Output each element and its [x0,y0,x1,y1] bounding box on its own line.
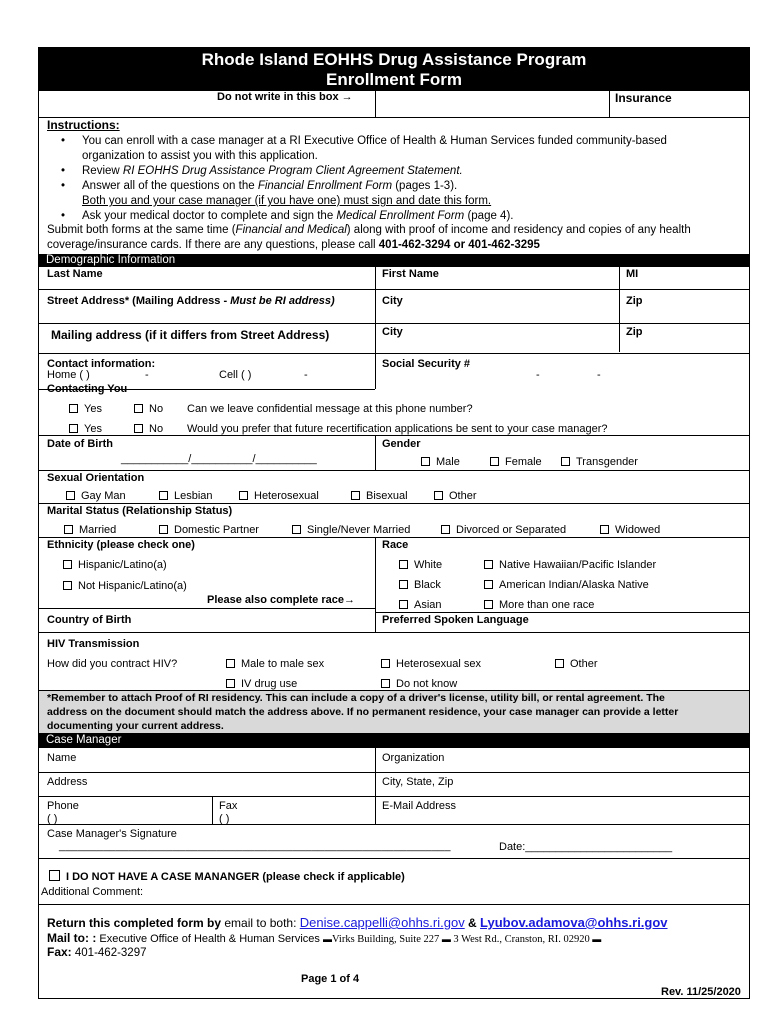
home-phone-dash: - [145,369,149,381]
checkbox-icon [69,404,78,413]
ssn-dash-1: - [536,369,540,381]
instruction-item: • Review RI EOHHS Drug Assistance Program Client Agreement Statement. [61,165,463,177]
checkbox-icon [434,491,443,500]
instruction-item: • You can enroll with a case manager at a RI Executive Office of Health & Human Services funded community-based organization to assist you with this application. [61,135,667,162]
zip-label[interactable]: Zip [626,295,643,307]
race-hawaiian-checkbox[interactable]: Native Hawaiian/Pacific Islander [484,559,656,571]
coverage-text: coverage/insurance cards. If there are any questions, please call 401-462-3294 or 401-462-3295 [47,239,540,251]
ethnicity-not-hispanic-checkbox[interactable]: Not Hispanic/Latino(a) [63,580,187,592]
hiv-do-not-know-checkbox[interactable]: Do not know [381,678,457,690]
hiv-other-checkbox[interactable]: Other [555,658,598,670]
cm-phone-label: Phone [47,800,79,812]
q1-no-checkbox[interactable]: No [134,403,163,415]
checkbox-icon [399,600,408,609]
orientation-lesbian-checkbox[interactable]: Lesbian [159,490,213,502]
q1-text: Can we leave confidential message at this phone number? [187,403,473,415]
checkbox-icon [159,525,168,534]
hiv-male-male-checkbox[interactable]: Male to male sex [226,658,324,670]
checkbox-icon [561,457,570,466]
submit-text: Submit both forms at the same time (Financial and Medical) along with proof of income and residency and copies of any health [47,224,691,236]
fax-number: Fax: 401-462-3297 [47,945,147,959]
orientation-gay-checkbox[interactable]: Gay Man [66,490,126,502]
race-american-indian-checkbox[interactable]: American Indian/Alaska Native [484,579,649,591]
first-name-label[interactable]: First Name [382,268,439,280]
home-phone-field[interactable]: Home ( ) [47,369,90,381]
hiv-transmission-label: HIV Transmission [47,638,140,650]
form-title [39,48,749,90]
street-address-label[interactable]: Street Address* (Mailing Address - Must be RI address) [47,295,335,307]
cm-address-label[interactable]: Address [47,776,88,788]
instruction-item: • Answer all of the questions on the Financial Enrollment Form (pages 1-3). Both you and your case manager (if you have one) must sign and date this form. [61,180,492,207]
gender-transgender-checkbox[interactable]: Transgender [561,456,638,468]
cell-phone-dash: - [304,369,308,381]
title-line-2: Enrollment Form [325,70,462,89]
marital-married-checkbox[interactable]: Married [64,524,116,536]
mailing-address-label[interactable]: Mailing address (if it differs from Street Address) [51,328,330,342]
checkbox-icon [555,659,564,668]
ssn-dash-2: - [597,369,601,381]
page-number: Page 1 of 4 [301,973,360,985]
hiv-heterosexual-checkbox[interactable]: Heterosexual sex [381,658,481,670]
checkbox-icon [226,659,235,668]
checkbox-icon [66,491,75,500]
cm-name-label[interactable]: Name [47,752,77,764]
email-link-denise[interactable]: Denise.cappelli@ohhs.ri.gov [299,915,465,930]
dob-label: Date of Birth [47,438,113,450]
gender-female-checkbox[interactable]: Female [490,456,542,468]
checkbox-icon [49,870,60,881]
bullet-icon: ▬ [322,934,332,944]
title-line-1: Rhode Island EOHHS Drug Assistance Program [201,50,587,69]
marital-domestic-checkbox[interactable]: Domestic Partner [159,524,259,536]
do-not-write-label: Do not write in this box → [217,91,353,103]
cm-organization-label[interactable]: Organization [382,752,445,764]
cm-city-state-zip-label[interactable]: City, State, Zip [382,776,454,788]
city-label[interactable]: City [382,295,403,307]
how-contract-label: How did you contract HIV? [47,658,178,670]
race-asian-checkbox[interactable]: Asian [399,599,442,611]
case-manager-section-bar: Case Manager [39,733,749,748]
ethnicity-hispanic-checkbox[interactable]: Hispanic/Latino(a) [63,559,167,571]
q2-text: Would you prefer that future recertification applications be sent to your case manager? [187,423,608,435]
demographic-section-bar: Demographic Information [39,254,749,267]
orientation-bisexual-checkbox[interactable]: Bisexual [351,490,408,502]
checkbox-icon [381,659,390,668]
gender-label: Gender [382,438,421,450]
checkbox-icon [381,679,390,688]
return-instructions: Return this completed form by email to both: Denise.cappelli@ohhs.ri.gov & Lyubov.adamova@ohhs.ri.gov [47,915,668,930]
contact-info-label: Contact information: [47,358,156,370]
residency-reminder: *Remember to attach Proof of RI residency. This can include a copy of a driver's license, utility bill, or rental agreement. The address on the document should match the address above. If no permanent residence, your case manager can provide a letter documenting your current address. [39,691,749,733]
marital-status-label: Marital Status (Relationship Status) [47,505,233,517]
checkbox-icon [63,560,72,569]
country-of-birth-label[interactable]: Country of Birth [47,614,132,626]
dob-field[interactable]: ___________/__________/__________ [121,453,317,465]
cm-fax-field[interactable]: ( ) [219,813,230,825]
checkbox-icon [484,580,493,589]
hiv-iv-drug-checkbox[interactable]: IV drug use [226,678,297,690]
ssn-label[interactable]: Social Security # [382,358,471,370]
cm-email-label[interactable]: E-Mail Address [382,800,456,812]
additional-comment-label[interactable]: Additional Comment: [41,886,144,898]
checkbox-icon [441,525,450,534]
ethnicity-label: Ethnicity (please check one) [47,539,195,551]
marital-divorced-checkbox[interactable]: Divorced or Separated [441,524,566,536]
checkbox-icon [292,525,301,534]
marital-single-checkbox[interactable]: Single/Never Married [292,524,410,536]
orientation-other-checkbox[interactable]: Other [434,490,477,502]
checkbox-icon [421,457,430,466]
cm-date-field[interactable]: Date:________________________ [499,841,673,853]
race-label: Race [382,539,409,551]
checkbox-icon [484,600,493,609]
checkbox-icon [226,679,235,688]
checkbox-icon [64,525,73,534]
bullet-icon: ▬ [589,934,602,944]
q2-no-checkbox[interactable]: No [134,423,163,435]
revision-date: Rev. 11/25/2020 [661,986,741,998]
contacting-you-label: Contacting You [47,383,128,395]
insurance-label: Insurance [615,91,672,105]
instructions-list [47,134,747,224]
orientation-heterosexual-checkbox[interactable]: Heterosexual [239,490,319,502]
mi-label[interactable]: MI [626,268,639,280]
cell-phone-field[interactable]: Cell ( ) [219,369,252,381]
checkbox-icon [484,560,493,569]
cm-phone-field[interactable]: ( ) [47,813,58,825]
preferred-language-label[interactable]: Preferred Spoken Language [382,614,529,626]
mailing-city-label[interactable]: City [382,326,403,338]
mailing-zip-label[interactable]: Zip [626,326,643,338]
checkbox-icon [399,560,408,569]
checkbox-icon [399,580,408,589]
checkbox-icon [69,424,78,433]
mail-to: Mail to: : Executive Office of Health & Human Services ▬Virks Building, Suite 227 ▬ 3 West Rd., Cranston, RI. 02920 ▬ [47,931,602,945]
complete-race-note: Please also complete race→ [207,594,355,606]
checkbox-icon [159,491,168,500]
checkbox-icon [134,404,143,413]
last-name-label[interactable]: Last Name [47,268,103,280]
checkbox-icon [134,424,143,433]
q1-yes-checkbox[interactable]: Yes [69,403,102,415]
race-white-checkbox[interactable]: White [399,559,442,571]
instruction-item: • Ask your medical doctor to complete and sign the Medical Enrollment Form (page 4). [61,210,514,222]
no-case-manager-checkbox[interactable]: I DO NOT HAVE A CASE MANANGER (please check if applicable) [49,870,405,883]
sexual-orientation-label: Sexual Orientation [47,472,145,484]
q2-yes-checkbox[interactable]: Yes [69,423,102,435]
enrollment-form [38,47,750,999]
checkbox-icon [490,457,499,466]
checkbox-icon [63,581,72,590]
cm-signature-label: Case Manager's Signature [47,828,177,840]
race-more-than-one-checkbox[interactable]: More than one race [484,599,594,611]
cm-fax-label: Fax [219,800,238,812]
race-black-checkbox[interactable]: Black [399,579,441,591]
instructions-heading: Instructions: [47,118,120,132]
cm-signature-line[interactable]: ______________________________________________________________ [59,840,451,852]
email-link-lyubov[interactable]: Lyubov.adamova@ohhs.ri.gov [480,915,668,930]
marital-widowed-checkbox[interactable]: Widowed [600,524,660,536]
checkbox-icon [239,491,248,500]
bullet-icon: ▬ [441,934,454,944]
checkbox-icon [600,525,609,534]
gender-male-checkbox[interactable]: Male [421,456,460,468]
checkbox-icon [351,491,360,500]
